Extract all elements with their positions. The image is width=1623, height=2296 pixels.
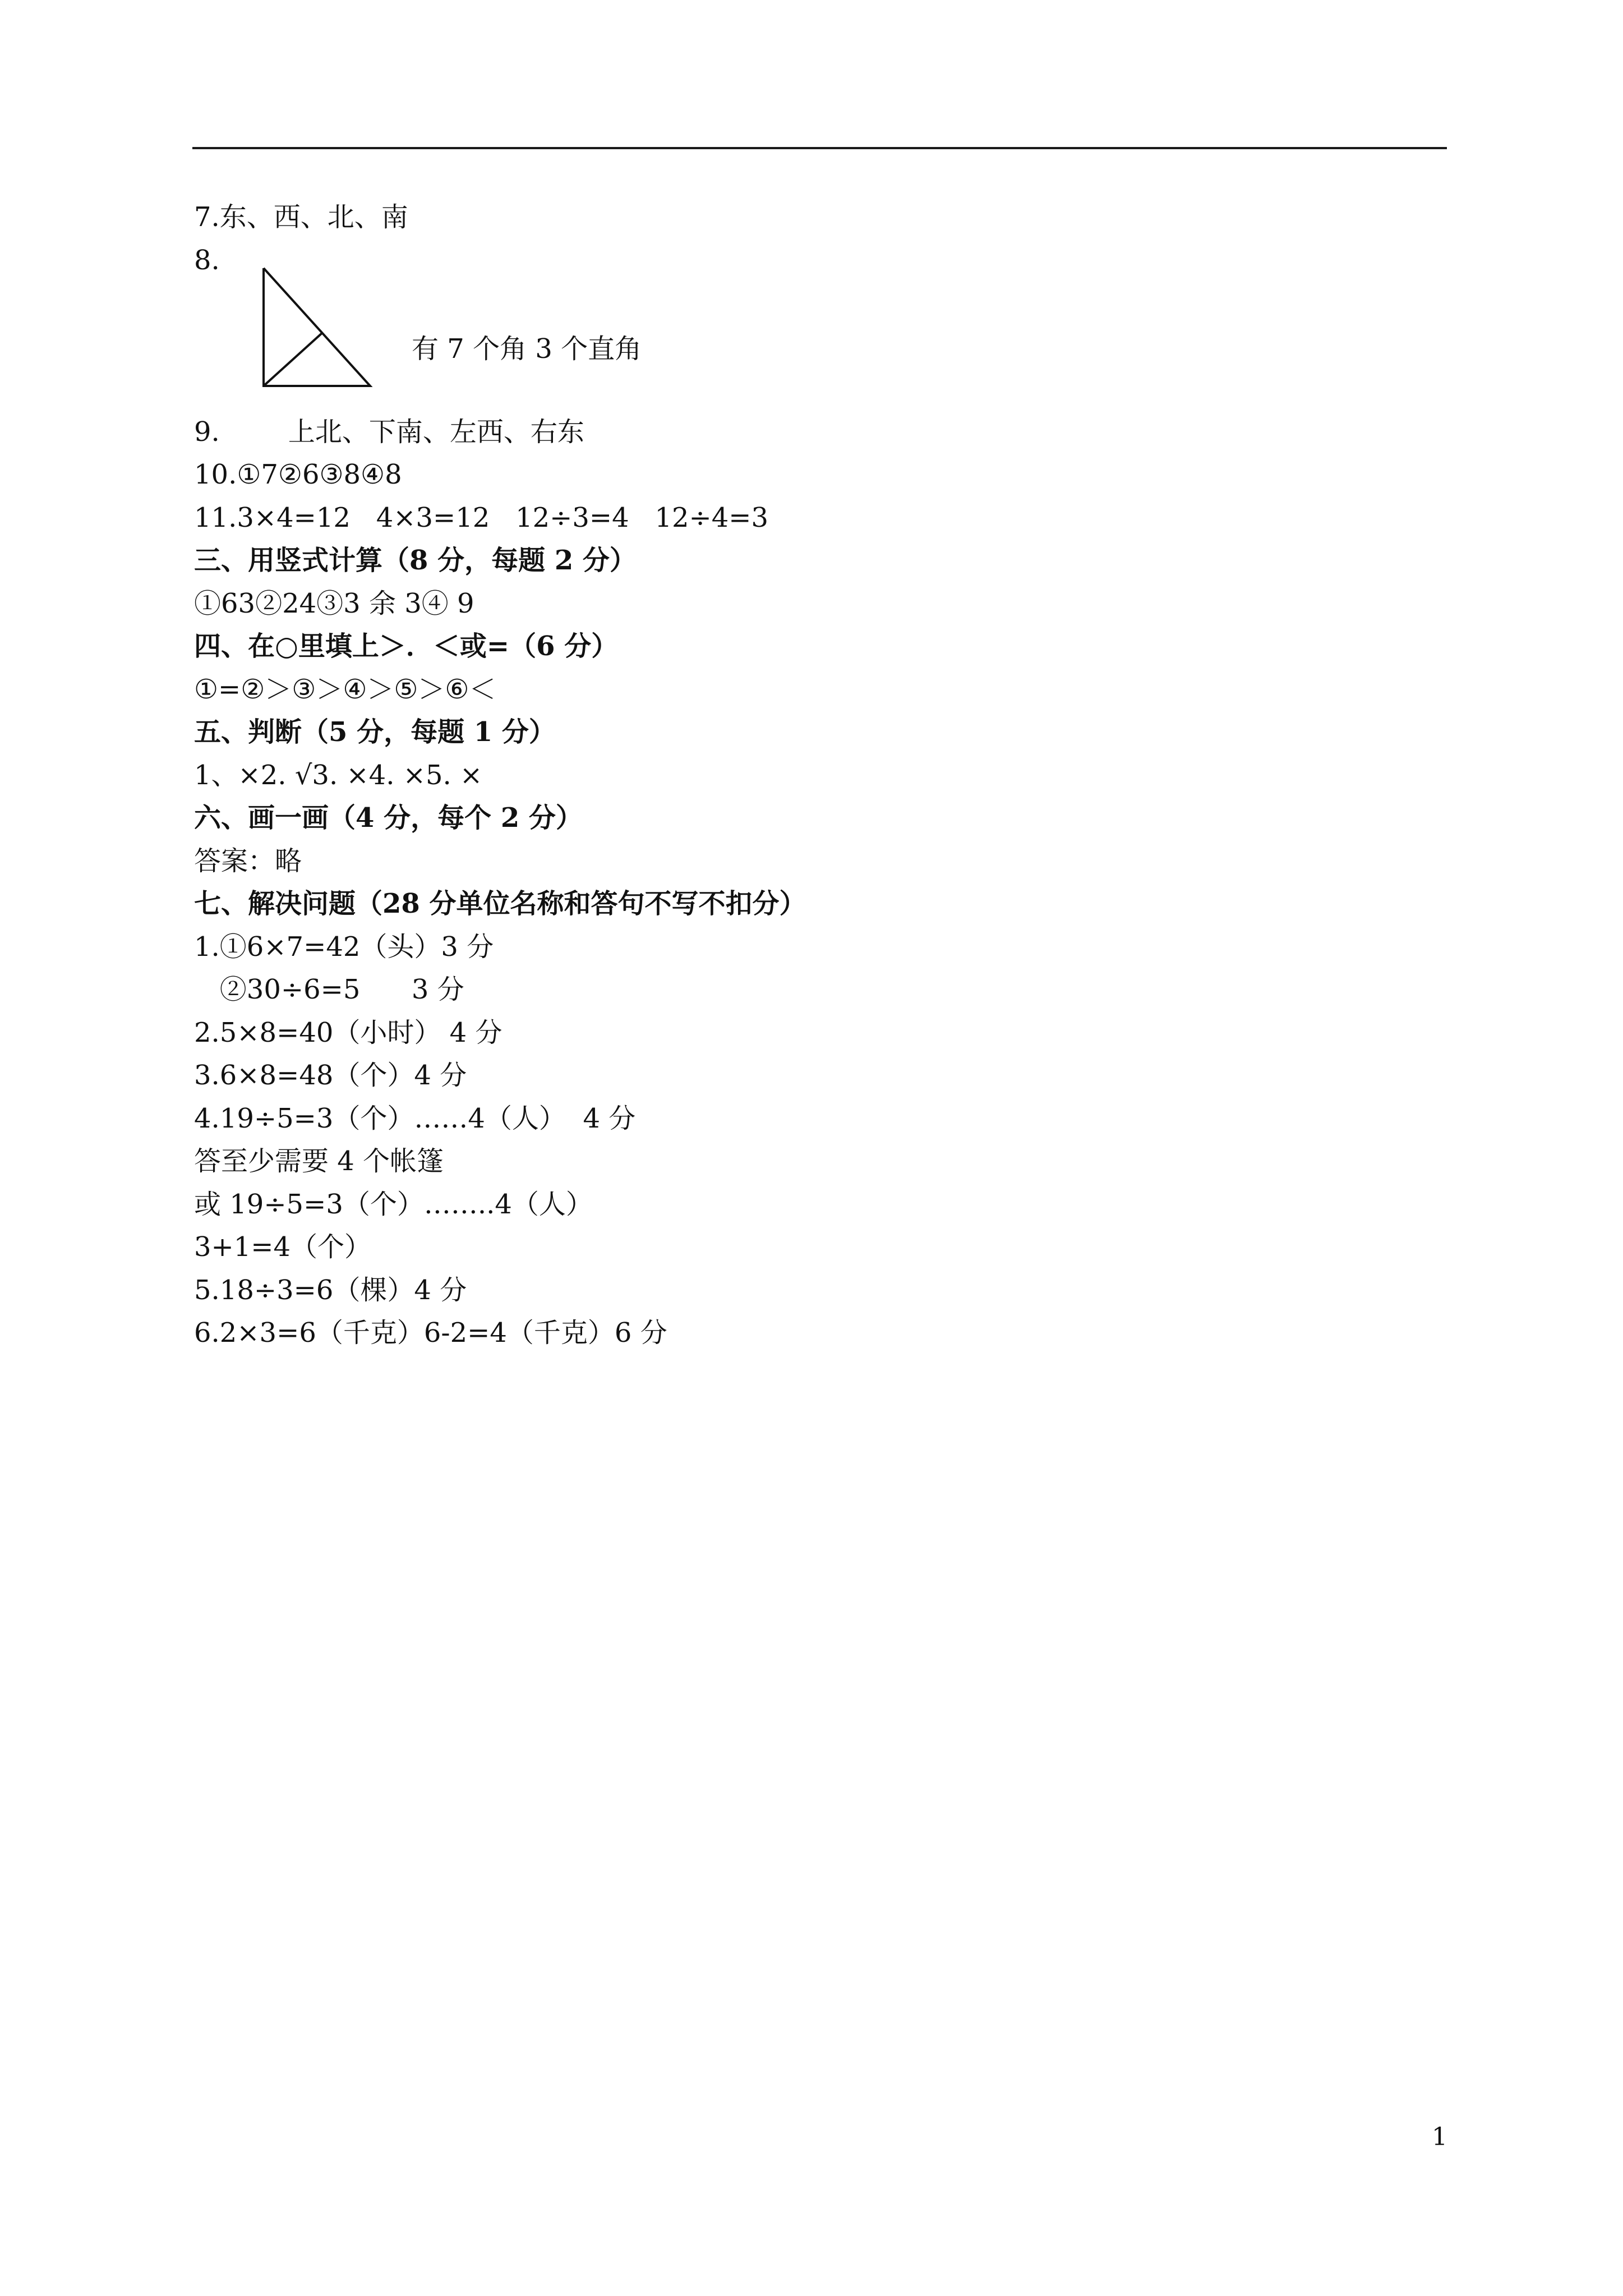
section5-heading: 五、判断（5 分，每题 1 分）	[194, 716, 556, 748]
section7-line: 4.19÷5=3（个）……4（人） 4 分	[194, 1103, 636, 1134]
section5-answer: 1、×2. √3. ×4. ×5. ×	[194, 760, 483, 791]
answer-q9: 9. 上北、下南、左西、右东	[194, 416, 584, 448]
answer-q10: 10.①7②6③8④8	[194, 459, 402, 490]
page-number: 1	[1432, 2123, 1447, 2151]
section7-line: ②30÷6=5 3 分	[194, 974, 464, 1005]
section6-answer: 答案：略	[194, 845, 302, 877]
section4-answer: ①=②＞③＞④＞⑤＞⑥＜	[194, 674, 496, 705]
section7-heading: 七、解决问题（28 分单位名称和答句不写不扣分）	[194, 888, 806, 919]
section7-line: 答至少需要 4 个帐篷	[194, 1145, 444, 1177]
section7-line: 2.5×8=40（小时） 4 分	[194, 1017, 502, 1048]
triangle-figure	[258, 263, 381, 392]
answer-q8-caption: 有 7 个角 3 个直角	[412, 333, 642, 365]
section6-heading: 六、画一画（4 分，每个 2 分）	[194, 802, 583, 834]
answer-q8-label: 8.	[194, 245, 220, 276]
section7-line: 5.18÷3=6（棵）4 分	[194, 1274, 467, 1306]
section7-line: 或 19÷5=3（个）……..4（人）	[194, 1189, 593, 1220]
section3-answer: ①63②24③3 余 3④ 9	[194, 588, 474, 619]
header-rule	[192, 147, 1447, 149]
section7-line: 3+1=4（个）	[194, 1231, 372, 1263]
section4-heading: 四、在○里填上＞．＜或=（6 分）	[194, 631, 619, 662]
answer-q11: 11.3×4=12 4×3=12 12÷3=4 12÷4=3	[194, 502, 769, 533]
section3-heading: 三、用竖式计算（8 分，每题 2 分）	[194, 545, 637, 576]
section7-line: 6.2×3=6（千克）6-2=4（千克）6 分	[194, 1317, 667, 1349]
section7-line: 3.6×8=48（个）4 分	[194, 1060, 467, 1091]
answer-q7: 7.东、西、北、南	[194, 201, 408, 233]
section7-line: 1.①6×7=42（头）3 分	[194, 931, 494, 963]
